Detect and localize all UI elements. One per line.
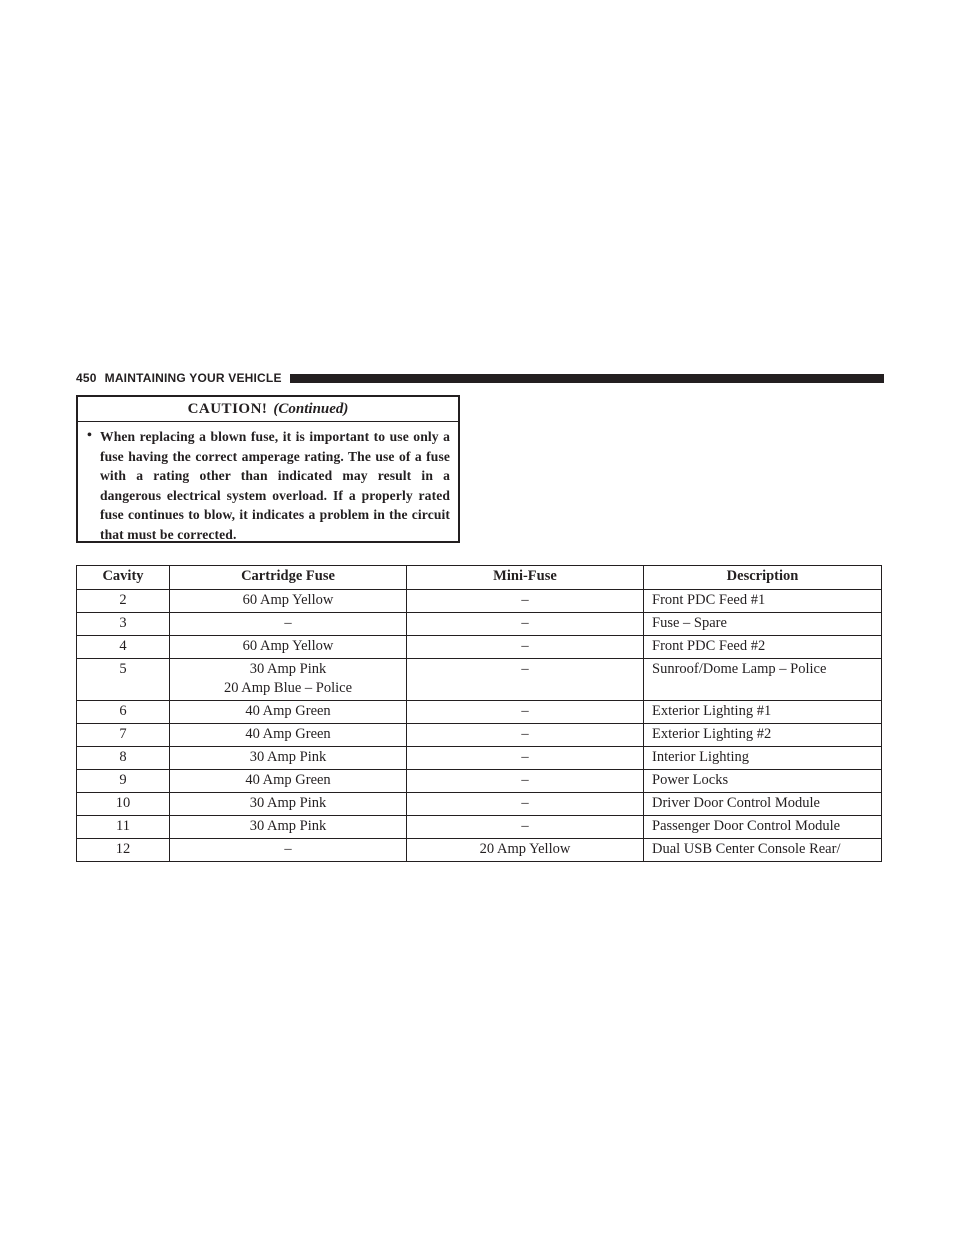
- table-row: [77, 636, 882, 659]
- cavity-cell: 8: [77, 747, 170, 770]
- cavity-cell: 6: [77, 701, 170, 724]
- cavity-cell: 11: [77, 816, 170, 839]
- description-cell: Front PDC Feed #2: [644, 636, 882, 659]
- cavity-cell: 9: [77, 770, 170, 793]
- cartridge-fuse-cell: 30 Amp Pink: [170, 793, 407, 816]
- mini-fuse-cell: –: [407, 747, 644, 770]
- table-row: [77, 613, 882, 636]
- cartridge-fuse-line: 20 Amp Blue – Police: [223, 680, 353, 696]
- cartridge-fuse-cell: 60 Amp Yellow: [170, 590, 407, 613]
- table-row: [77, 770, 882, 793]
- page-header: [76, 370, 884, 386]
- table-row: [77, 701, 882, 724]
- header-rule: [290, 374, 884, 383]
- cartridge-fuse-cell: 30 Amp Pink: [170, 816, 407, 839]
- cartridge-fuse-line: 30 Amp Pink: [249, 661, 327, 677]
- caution-box: [76, 395, 460, 543]
- cavity-cell: 10: [77, 793, 170, 816]
- mini-fuse-cell: –: [407, 590, 644, 613]
- mini-fuse-cell: –: [407, 659, 644, 701]
- description-cell: Power Locks: [644, 770, 882, 793]
- mini-fuse-cell: –: [407, 724, 644, 747]
- description-cell: Exterior Lighting #2: [644, 724, 882, 747]
- cartridge-fuse-cell: –: [170, 839, 407, 862]
- description-cell: Sunroof/Dome Lamp – Police: [644, 659, 882, 701]
- table-row: [77, 590, 882, 613]
- table-row: [77, 816, 882, 839]
- bullet-icon: •: [87, 428, 92, 443]
- cartridge-fuse-cell: 30 Amp Pink: [170, 747, 407, 770]
- cartridge-fuse-cell: 60 Amp Yellow: [170, 636, 407, 659]
- cavity-cell: 12: [77, 839, 170, 862]
- cartridge-fuse-cell: 40 Amp Green: [170, 770, 407, 793]
- table-row: [77, 839, 882, 862]
- mini-fuse-cell: –: [407, 816, 644, 839]
- description-cell: Driver Door Control Module: [644, 793, 882, 816]
- cartridge-fuse-cell: 40 Amp Green: [170, 701, 407, 724]
- mini-fuse-cell: –: [407, 701, 644, 724]
- mini-fuse-cell: –: [407, 613, 644, 636]
- cartridge-fuse-cell: –: [170, 613, 407, 636]
- table-row: [77, 724, 882, 747]
- section-title: MAINTAINING YOUR VEHICLE: [104, 371, 282, 385]
- mini-fuse-cell: –: [407, 793, 644, 816]
- column-header-cartridge-fuse: Cartridge Fuse: [170, 566, 407, 590]
- table-header-row: [77, 566, 882, 590]
- fuse-table: [76, 565, 882, 862]
- cavity-cell: 2: [77, 590, 170, 613]
- caution-continued-label: (Continued): [273, 400, 349, 417]
- description-cell: Interior Lighting: [644, 747, 882, 770]
- column-header-cavity: Cavity: [77, 566, 170, 590]
- cartridge-fuse-cell: [170, 659, 407, 701]
- description-cell: Exterior Lighting #1: [644, 701, 882, 724]
- description-cell: Passenger Door Control Module: [644, 816, 882, 839]
- cartridge-fuse-cell: 40 Amp Green: [170, 724, 407, 747]
- cavity-cell: 3: [77, 613, 170, 636]
- cavity-cell: 4: [77, 636, 170, 659]
- table-row: [77, 793, 882, 816]
- description-cell: Fuse – Spare: [644, 613, 882, 636]
- column-header-description: Description: [644, 566, 882, 590]
- mini-fuse-cell: –: [407, 636, 644, 659]
- cavity-cell: 7: [77, 724, 170, 747]
- description-cell: Dual USB Center Console Rear/: [644, 839, 882, 862]
- column-header-mini-fuse: Mini-Fuse: [407, 566, 644, 590]
- table-row: [77, 659, 882, 701]
- page-number: 450: [76, 371, 97, 385]
- caution-title: [78, 397, 458, 422]
- caution-title-label: CAUTION!: [187, 400, 268, 417]
- table-row: [77, 747, 882, 770]
- caution-body: [78, 422, 458, 545]
- description-cell: Front PDC Feed #1: [644, 590, 882, 613]
- cavity-cell: 5: [77, 659, 170, 701]
- mini-fuse-cell: 20 Amp Yellow: [407, 839, 644, 862]
- caution-text: When replacing a blown fuse, it is important to use only a fuse having the correct amperage rating. The use of a fuse with a rating other than indicated may result in a dangerous electrical system overload. If a properly rated fuse continues to blow, it indicates a problem in the circuit that must be corrected.: [100, 429, 450, 542]
- mini-fuse-cell: –: [407, 770, 644, 793]
